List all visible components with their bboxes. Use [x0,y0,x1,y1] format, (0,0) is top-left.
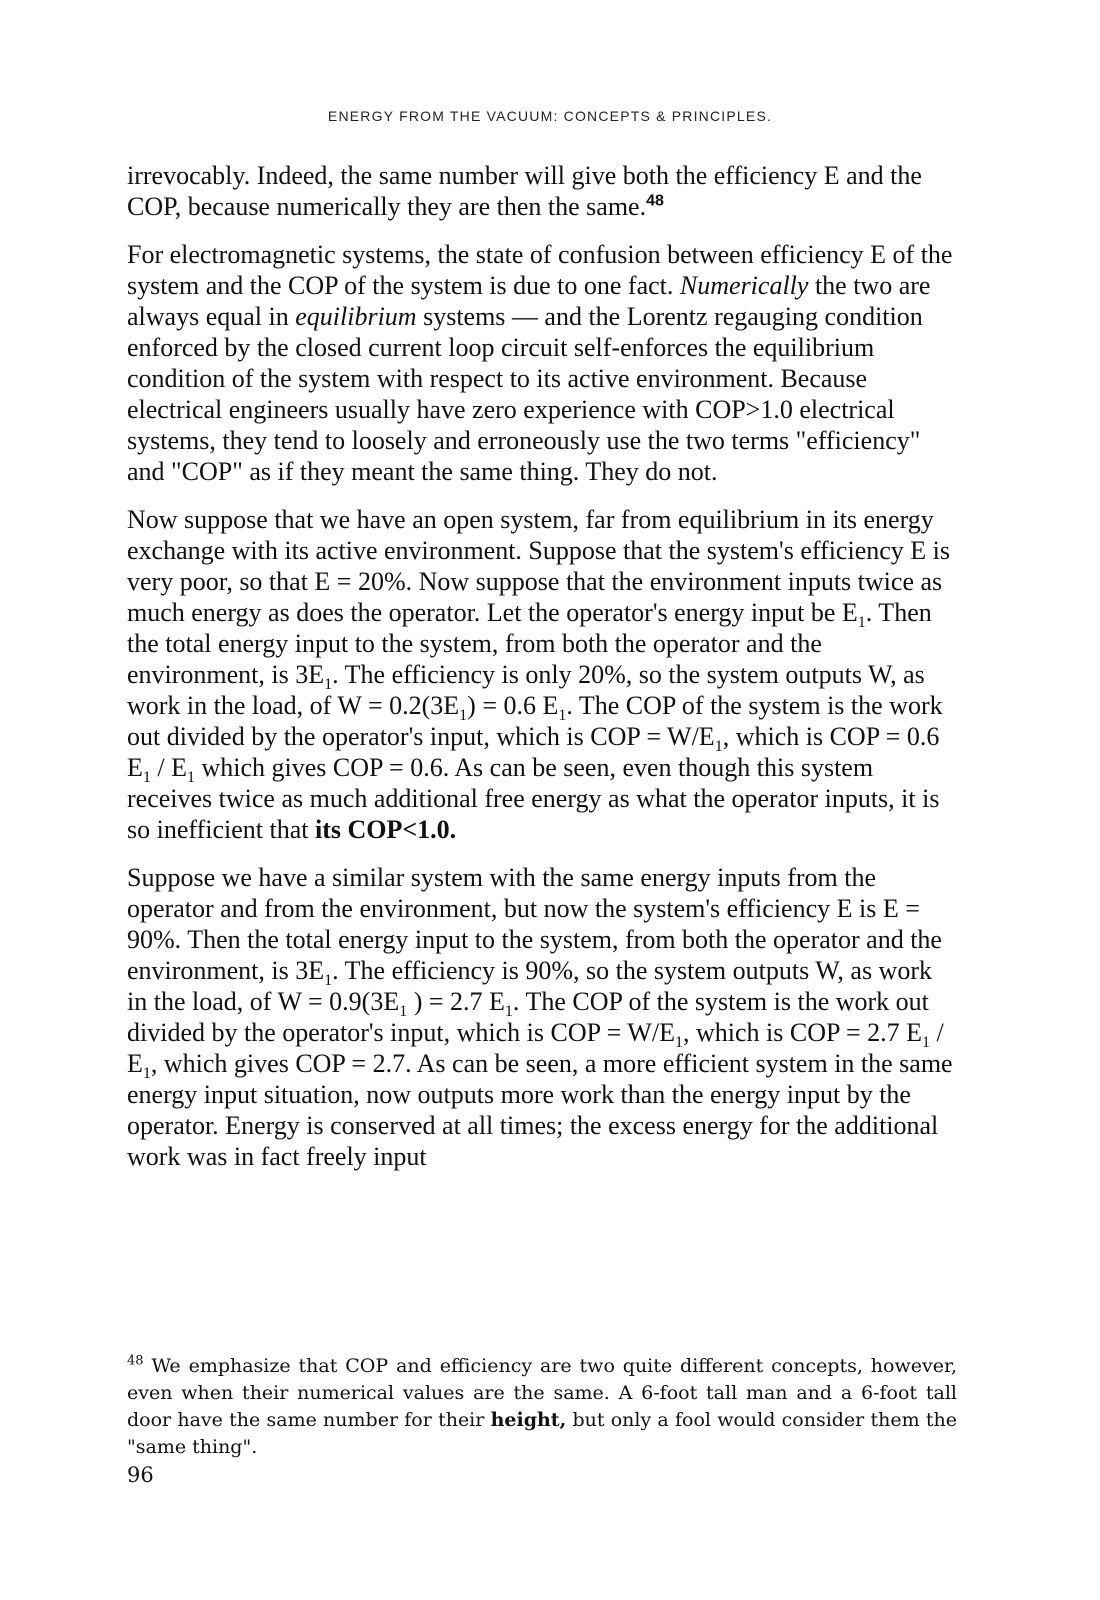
bold-conclusion: its COP<1.0. [314,815,457,844]
footnote-bold: height, [490,1409,567,1431]
footnote: $^{48}$ We emphasize that COP and efficiency are two quite different concepts, however, even when their numerical values are the same. A 6-foot tall man and a 6-foot tall door have the same number for their height, but only a fool would consider them the "same thing". [127,1353,957,1458]
footnote-number: 48 [127,1353,144,1369]
paragraph-1: irrevocably. Indeed, the same number will give both the efficiency E and the COP, because numerically they are then the same.$^{48}$ [127,161,922,221]
running-header: ENERGY FROM THE VACUUM: CONCEPTS & PRINCIPLES. [327,108,773,124]
body-text [127,160,957,1189]
page-number: 96 [127,1463,154,1487]
paragraph-4: Suppose we have a similar system with the same energy inputs from the operator and from the environment, but now the system's efficiency E is E = 90%. Then the total energy input to the system, from both the operator and the environment, is $3E_1$. The efficiency is 90%, so the system outputs W, as work in the load, of $W = 0.9(3E_1$ ) = 2.7 $E_1$. The COP of the system is the work out divided by the operator's input, which is COP = $W/E_1$, which is COP = 2.7 $E_1 / E_1$, which gives COP = 2.7. As can be seen, a more efficient system in the same energy input situation, now outputs more work than the energy input by the operator. Energy is conserved at all times; the excess energy for the additional work was in fact freely input [127,863,953,1171]
emphasis-numerically: Numerically [679,271,809,300]
footnote-reference[interactable]: 48 [646,192,664,210]
paragraph-2: For electromagnetic systems, the state of confusion between efficiency E of the system and the COP of the system is due to one fact. Numerically the two are always equal in equilibrium systems — and the Lorentz regauging condition enforced by the closed current loop circuit self-enforces the equilibrium condition of the system with respect to its active environment. Because electrical engineers usually have zero experience with COP>1.0 electrical systems, they tend to loosely and erroneously use the two terms "efficiency" and "COP" as if they meant the same thing. They do not. [127,240,953,486]
emphasis-equilibrium: equilibrium [295,302,417,331]
paragraph-3: Now suppose that we have an open system, far from equilibrium in its energy exchange with its active environment. Suppose that the system's efficiency E is very poor, so that E = 20%. Now suppose that the environment inputs twice as much energy as does the operator. Let the operator's energy input be $E_1$. Then the total energy input to the system, from both the operator and the environment, is $3E_1$. The efficiency is only 20%, so the system outputs W, as work in the load, of $W = 0.2(3E_1) = 0.6$ $E_1$. The COP of the system is the work out divided by the operator's input, which is COP = $W/E_1$, which is COP = 0.6 $E_1 / E_1$ which gives COP = 0.6. As can be seen, even though this system receives twice as much additional free energy as what the operator inputs, it is so inefficient that its COP<1.0. [127,505,950,844]
